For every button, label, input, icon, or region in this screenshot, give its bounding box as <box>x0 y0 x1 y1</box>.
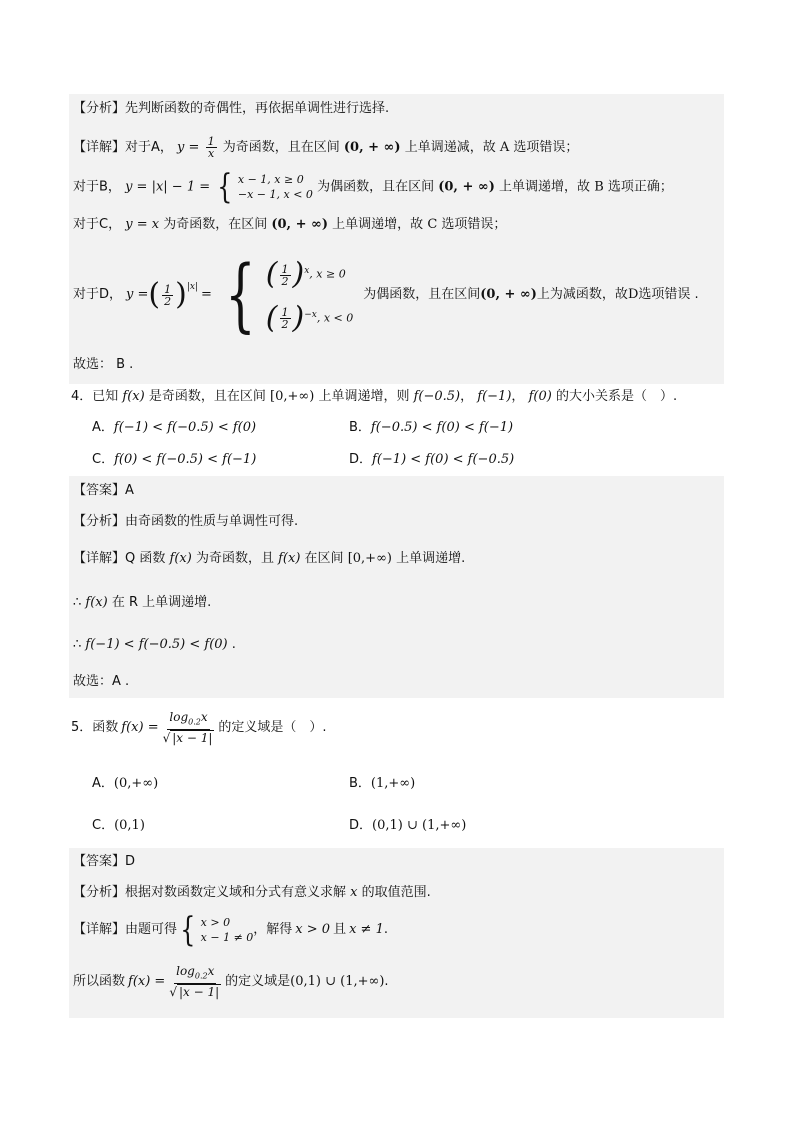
q4-solution-block <box>69 476 724 698</box>
q4-answer: 【答案】A <box>73 483 134 498</box>
q5-answer: 【答案】D <box>73 854 136 869</box>
fraction-one-over-x: $\frac{1}{x}$ <box>207 135 215 160</box>
q3-detail-c: 对于C， y = x 为奇函数，在区间 (0, + ∞) 上单调递增，故 C 选项错误； <box>73 217 507 232</box>
q3-detail-b: 对于B， y = |x| − 1 = { x − 1, x ≥ 0 −x − 1, x < 0 为偶函数，且在区间 (0, + ∞) 上单调递增，故 B 选项正确； <box>73 167 673 207</box>
q4-step1: ∴ f(x) 在 R 上单调递增. <box>73 595 212 610</box>
piecewise-b: { x − 1, x ≥ 0 −x − 1, x < 0 <box>217 167 313 207</box>
q4-stem: 4．已知 f(x) 是奇函数，且在区间 [0,+∞) 上单调递增，则 f(−0.5)， f(−1)， f(0) 的大小关系是（ ）. <box>71 389 678 404</box>
q3-detail-d: 对于D， y = ( $\frac{1}{2}$ ) $^{|x|}$ = { ( $\frac{1}{2}$ )$^x$, x ≥ 0 ( $\frac{1}{2}$ )$^{-x}$, x < 0 为偶函数，且在区间 (0, + ∞) 上为减函数，故 D 选项错误 . <box>73 248 699 341</box>
q4-choice: 故选：A . <box>73 674 130 689</box>
q3-choice: 故选： B . <box>73 357 134 372</box>
q5-stem: 5．函数 f(x) = $\log_{0.2}x$ √ |x − 1| 的定义域是（ ）. <box>71 709 327 746</box>
piecewise-d: { ( $\frac{1}{2}$ )$^x$, x ≥ 0 ( $\frac{1}{2}$ )$^{-x}$, x < 0 <box>225 248 354 341</box>
q3-analysis: 【分析】先判断函数的奇偶性，再依据单调性进行选择. <box>73 101 390 116</box>
q4-option-c[interactable]: C．f(0) < f(−0.5) < f(−1) <box>92 452 257 467</box>
q4-detail: 【详解】Q 函数 f(x) 为奇函数，且 f(x) 在区间 [0,+∞) 上单调递增. <box>73 551 466 566</box>
q5-option-a[interactable]: A．(0,+∞) <box>92 776 159 791</box>
q4-step2: ∴ f(−1) < f(−0.5) < f(0) . <box>73 637 236 652</box>
q4-option-b[interactable]: B．f(−0.5) < f(0) < f(−1) <box>349 420 514 435</box>
q5-option-c[interactable]: C．(0,1) <box>92 818 145 833</box>
system-brace: { x > 0 x − 1 ≠ 0 <box>180 910 254 950</box>
q5-option-b[interactable]: B．(1,+∞) <box>349 776 416 791</box>
q5-option-d[interactable]: D．(0,1) ∪ (1,+∞) <box>349 818 467 833</box>
q5-conclusion: 所以函数 f(x) = $\log_{0.2}x$ √ |x − 1| 的定义域是 (0,1) ∪ (1,+∞) . <box>73 963 389 1000</box>
q5-analysis: 【分析】根据对数函数定义域和分式有意义求解 x 的取值范围. <box>73 885 431 900</box>
log-fraction: $\log_{0.2}x$ √ |x − 1| <box>162 709 213 746</box>
q4-option-a[interactable]: A．f(−1) < f(−0.5) < f(0) <box>92 420 257 435</box>
q4-analysis: 【分析】由奇函数的性质与单调性可得. <box>73 514 299 529</box>
q3-detail-a: 【详解】对于A， y = $\frac{1}{x}$ 为奇函数，且在区间 (0, + ∞) 上单调递减，故 A 选项错误； <box>73 135 579 160</box>
q4-option-d[interactable]: D．f(−1) < f(0) < f(−0.5) <box>349 452 515 467</box>
q5-detail: 【详解】由题可得 { x > 0 x − 1 ≠ 0 ，解得 x > 0 且 x ≠ 1 . <box>73 910 388 950</box>
